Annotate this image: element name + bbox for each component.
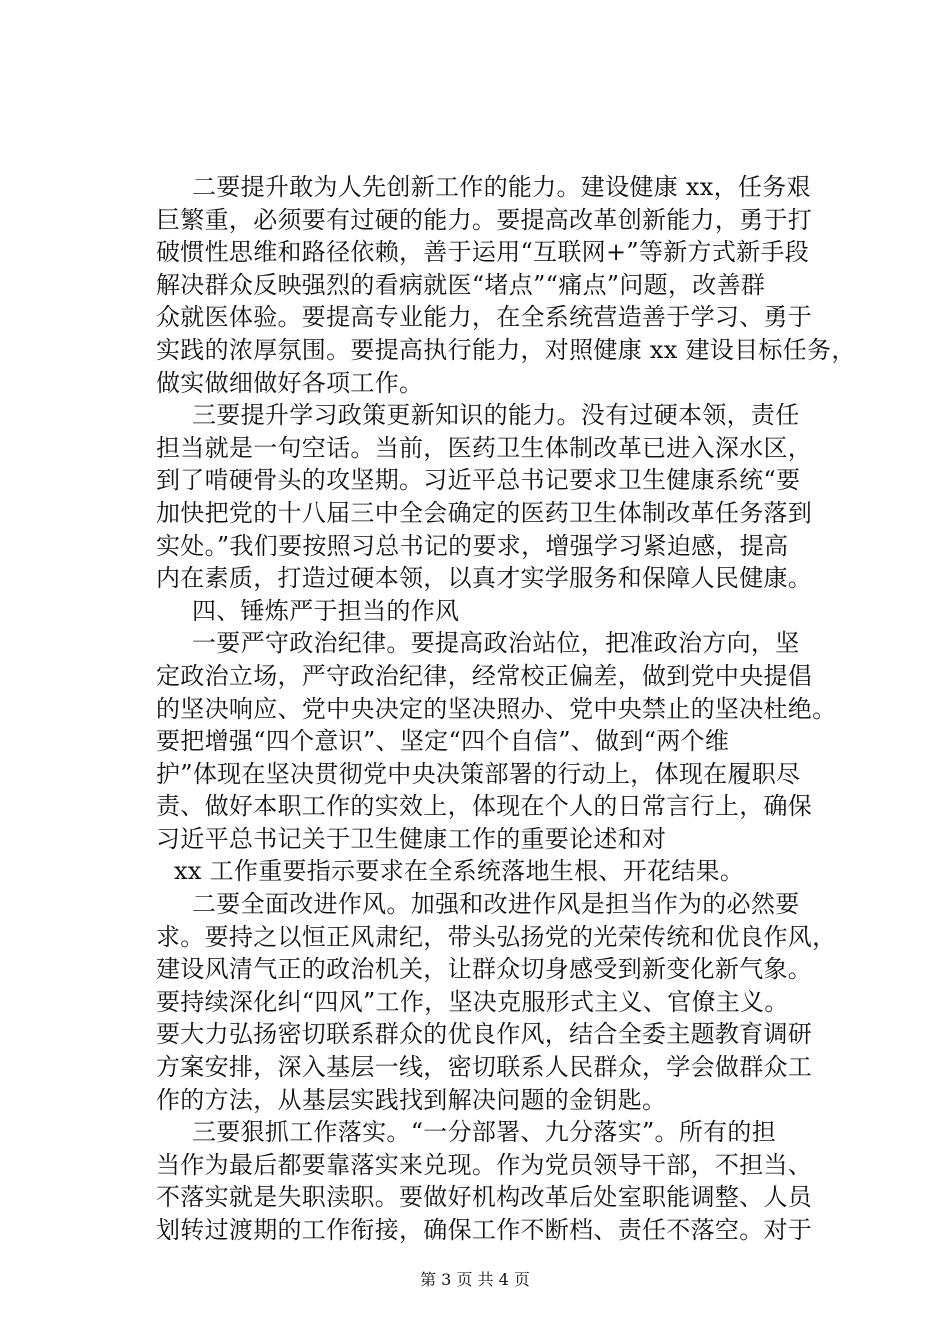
text-line: 当作为最后都要靠落实来兑现。作为党员领导干部，不担当、 (156, 1150, 813, 1179)
text-line: 破惯性思维和路径依赖，善于运用“互联网+”等新方式新手段 (156, 238, 810, 267)
text-line: 定政治立场，严守政治纪律，经常校正偏差，做到党中央提倡 (156, 661, 813, 690)
text-line: 责、做好本职工作的实效上，体现在个人的日常言行上，确保 (156, 792, 813, 821)
section-heading: 四、锤炼严于担当的作风 (192, 596, 460, 625)
text-line: 方案安排，深入基层一线，密切联系人民群众，学会做群众工 (156, 1053, 813, 1082)
text-line: 护”体现在坚决贯彻党中央决策部署的行动上，体现在履职尽 (156, 759, 801, 788)
text-line: 巨繁重，必须要有过硬的能力。要提高改革创新能力，勇于打 (156, 205, 813, 234)
text-line: 划转过渡期的工作衔接，确保工作不断档、责任不落空。对于 (156, 1216, 813, 1244)
text-line: 实处。”我们要按照习总书记的要求，增强学习紧迫感，提高 (156, 531, 789, 560)
text-line: 三要提升学习政策更新知识的能力。没有过硬本领，责任 (192, 401, 800, 430)
text-line: 要持续深化纠“四风”工作，坚决克服形式主义、官僚主义。 (156, 987, 789, 1016)
text-line: 要把增强“四个意识”、坚定“四个自信”、做到“两个维 (156, 727, 730, 756)
text-line: 二要全面改进作风。加强和改进作风是担当作为的必然要 (192, 890, 800, 919)
text-line: 习近平总书记关于卫生健康工作的重要论述和对 (156, 824, 667, 853)
text-line: 担当就是一句空话。当前，医药卫生体制改革已进入深水区， (156, 433, 813, 462)
text-line: 一要严守政治纪律。要提高政治站位，把准政治方向，坚 (192, 629, 800, 658)
text-line: 加快把党的十八届三中全会确定的医药卫生体制改革任务落到 (156, 498, 813, 527)
text-line: 要大力弘扬密切联系群众的优良作风，结合全委主题教育调研 (156, 1020, 813, 1049)
text-line: 三要狠抓工作落实。“一分部署、九分落实”。所有的担 (192, 1118, 777, 1147)
text-line: 求。要持之以恒正风肃纪，带头弘扬党的光荣传统和优良作风， (156, 922, 837, 951)
text-line: 做实做细做好各项工作。 (156, 368, 424, 397)
text-line: 作的方法，从基层实践找到解决问题的金钥匙。 (156, 1085, 667, 1114)
text-line: 解决群众反映强烈的看病就医“堵点”“痛点”问题，改善群 (156, 270, 766, 299)
text-line: 实践的浓厚氛围。要提高执行能力，对照健康 xx 建设目标任务， (156, 335, 856, 364)
text-line: 不落实就是失职渎职。要做好机构改革后处室职能调整、人员 (156, 1183, 813, 1212)
text-line: xx 工作重要指示要求在全系统落地生根、开花结果。 (174, 857, 745, 886)
text-line: 的坚决响应、党中央决定的坚决照办、党中央禁止的坚决杜绝。 (156, 694, 837, 723)
text-line: 到了啃硬骨头的攻坚期。习近平总书记要求卫生健康系统“要 (156, 466, 801, 495)
document-body (156, 171, 856, 1247)
text-line: 建设风清气正的政治机关，让群众切身感受到新变化新气象。 (156, 955, 813, 984)
page-number-footer: 第 3 页 共 4 页 (420, 1270, 530, 1289)
text-line: 内在素质，打造过硬本领，以真才实学服务和保障人民健康。 (156, 564, 813, 593)
text-line: 二要提升敢为人先创新工作的能力。建设健康 xx，任务艰 (192, 173, 811, 201)
text-line: 众就医体验。要提高专业能力，在全系统营造善于学习、勇于 (156, 303, 813, 332)
